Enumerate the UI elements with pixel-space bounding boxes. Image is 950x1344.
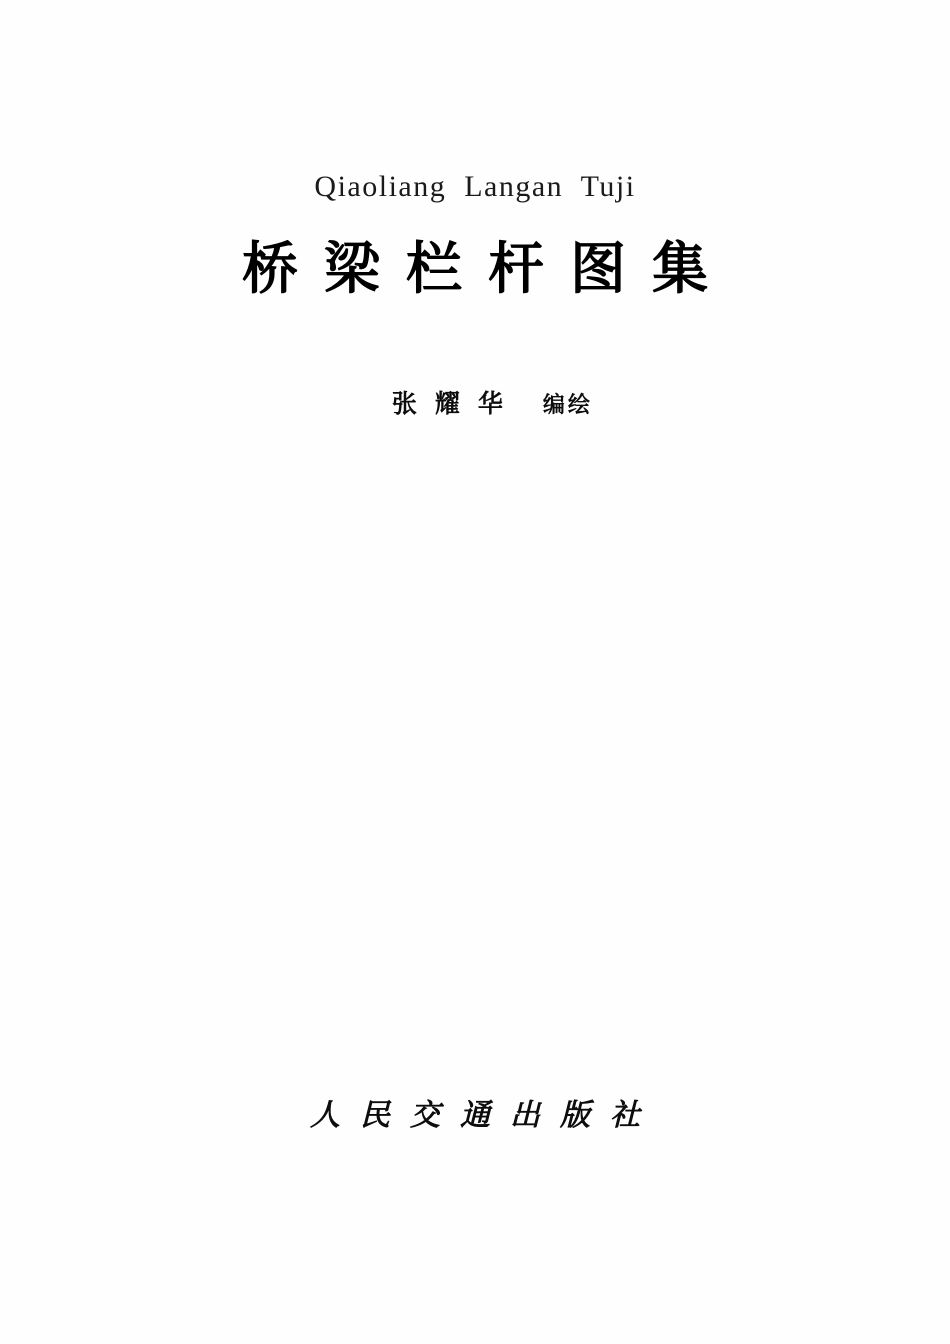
publisher-name: 人民交通出版社 (310, 1098, 660, 1133)
author-role: 编绘 (542, 393, 593, 418)
romanized-title: Qiaoliang Langan Tuji (314, 170, 636, 203)
author-line (0, 355, 950, 449)
page-title: 桥梁栏杆图集 (242, 237, 734, 302)
author-name: 张耀华 (391, 389, 521, 418)
